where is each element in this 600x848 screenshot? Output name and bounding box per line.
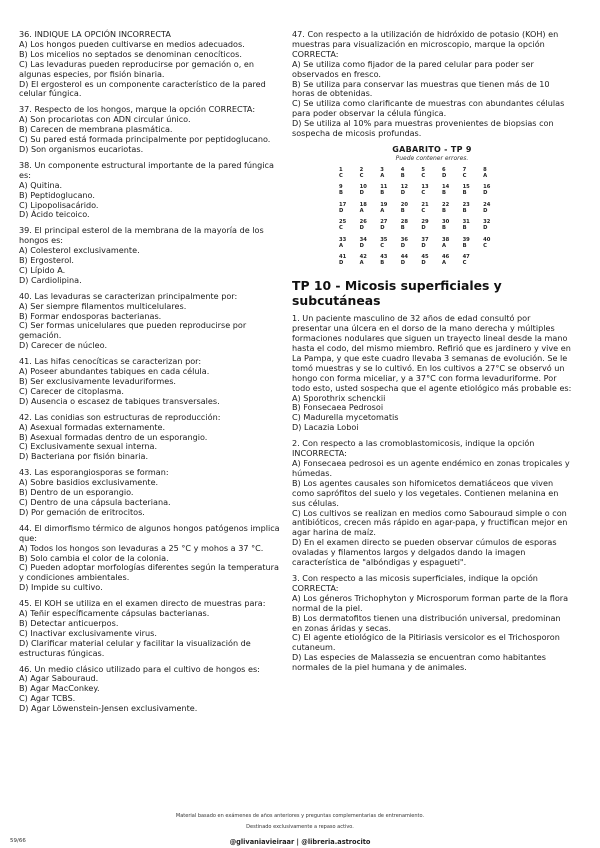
answer-key-letter: B xyxy=(441,207,446,214)
answer-key-cell xyxy=(442,254,463,271)
answer-key-number: 39 xyxy=(462,236,470,243)
answer-key-cell xyxy=(463,184,484,201)
answer-key-number: 30 xyxy=(441,219,450,226)
answer-key-letter: D xyxy=(359,190,364,197)
answer-key-letter: B xyxy=(462,207,467,214)
answer-key-number: 20 xyxy=(400,201,409,208)
answer-option: C) Se utiliza como clarificante de muestras con abundantes células para poder observar la célula fúngica. xyxy=(292,98,565,119)
tp10-question-2 xyxy=(292,439,572,568)
answer-key-number: 1 xyxy=(339,166,343,173)
answer-key-title: GABARITO - TP 9 xyxy=(392,144,472,154)
answer-key-letter: D xyxy=(339,259,344,266)
answer-option: C) Su pared está formada principalmente por peptidoglucano. xyxy=(19,134,271,145)
answer-option: A) Los hongos pueden cultivarse en medios adecuados. xyxy=(19,38,245,49)
answer-key-cell xyxy=(483,184,504,201)
answer-key-letter: D xyxy=(400,242,406,249)
answer-key-cell xyxy=(380,254,401,271)
answer-option: B) Solo cambia el color de la colonia. xyxy=(19,552,169,563)
answer-option: A) Asexual formadas externamente. xyxy=(19,421,166,432)
answer-key-cell xyxy=(463,167,484,184)
answer-key-number: 43 xyxy=(380,253,388,260)
answer-option: B) Dentro de un esporangio. xyxy=(19,487,134,498)
question-stem: 37. Respecto de los hongos, marque la opción CORRECTA: xyxy=(19,104,256,115)
answer-key-cell xyxy=(421,219,442,236)
answer-key-number: 32 xyxy=(483,219,491,226)
answer-key-letter: B xyxy=(400,172,405,179)
answer-option: D) Clarificar material celular y facilitar la visualización de estructuras fúngicas. xyxy=(19,637,251,658)
answer-key-cell xyxy=(421,167,442,184)
answer-key-letter: C xyxy=(462,259,467,266)
answer-key-cell xyxy=(401,237,422,254)
answer-key-number: 38 xyxy=(441,236,450,243)
answer-option: A) Se utiliza como fijador de la pared celular para poder ser observados en fresco. xyxy=(292,58,534,79)
answer-key-letter: D xyxy=(400,259,406,266)
question-39 xyxy=(19,226,281,285)
answer-key-cell xyxy=(360,237,381,254)
answer-option: C) Lípido A. xyxy=(19,264,66,275)
answer-key-number: 4 xyxy=(400,166,405,173)
answer-key-cell xyxy=(360,184,381,201)
answer-key-letter: B xyxy=(462,225,467,232)
question-stem: 41. Las hifas cenocíticas se caracterizan por: xyxy=(19,356,202,367)
answer-option: D) Se utiliza al 10% para muestras provenientes de biopsias con sospecha de micosis profundas. xyxy=(292,118,554,139)
answer-option: C) Exclusivamente sexual interna. xyxy=(19,441,158,452)
answer-key xyxy=(292,145,572,271)
answer-key-cell xyxy=(421,184,442,201)
answer-option: D) Carecer de núcleo. xyxy=(19,340,108,351)
answer-key-letter: D xyxy=(380,225,385,232)
question-40 xyxy=(19,292,281,351)
answer-key-letter: B xyxy=(400,225,405,232)
answer-key-letter: D xyxy=(483,190,488,197)
answer-key-number: 21 xyxy=(421,201,429,208)
answer-key-number: 24 xyxy=(483,201,491,208)
answer-key-letter: A xyxy=(339,242,344,249)
answer-option: C) Inactivar exclusivamente virus. xyxy=(19,627,157,638)
answer-option: D) Lacazia Loboi xyxy=(292,422,359,433)
answer-key-number: 12 xyxy=(400,184,409,191)
answer-key-cell xyxy=(380,202,401,219)
answer-key-number: 3 xyxy=(380,166,384,173)
answer-key-cell xyxy=(339,202,360,219)
answer-option: B) Los micelios no septados se denominan cenocíticos. xyxy=(19,48,242,59)
answer-option: A) Colesterol exclusivamente. xyxy=(19,245,140,256)
answer-option: D) En el examen directo se pueden observar cúmulos de esporas ovaladas y filamentos largos y delgados dando la imagen característica de "albóndigas y espagueti". xyxy=(292,537,557,568)
answer-key-cell xyxy=(421,202,442,219)
answer-key-number: 10 xyxy=(359,184,367,191)
answer-option: C) Carecer de citoplasma. xyxy=(19,385,124,396)
question-47 xyxy=(292,30,572,139)
tp10-question-3 xyxy=(292,574,572,673)
answer-option: B) Los agentes causales son hifomicetos dematiáceos que viven como saprófitos del suelo y los vegetales. Contienen melanina en sus células. xyxy=(292,477,559,508)
answer-key-letter: B xyxy=(441,225,446,232)
answer-option: B) Formar endosporas bacterianas. xyxy=(19,310,162,321)
answer-option: A) Fonsecaea pedrosoi es un agente endémico en zonas tropicales y húmedas. xyxy=(292,458,570,478)
answer-key-letter: B xyxy=(339,190,343,197)
answer-option: C) Dentro de una cápsula bacteriana. xyxy=(19,496,171,507)
answer-key-letter: D xyxy=(441,172,447,179)
answer-key-number: 35 xyxy=(380,236,388,243)
answer-key-letter: B xyxy=(462,242,467,249)
answer-key-cell xyxy=(483,167,504,184)
answer-key-letter: D xyxy=(421,225,426,232)
answer-option: B) Peptidoglucano. xyxy=(19,189,95,200)
answer-option: B) Carecen de membrana plasmática. xyxy=(19,124,173,135)
section-title: TP 10 - Micosis superficiales y subcutáneas xyxy=(292,278,502,308)
answer-key-number: 25 xyxy=(339,219,347,226)
answer-option: B) Ser exclusivamente levaduriformes. xyxy=(19,376,177,386)
answer-key-letter: C xyxy=(421,190,426,197)
answer-key-number: 11 xyxy=(380,184,388,191)
answer-key-cell xyxy=(442,167,463,184)
answer-option: B) Asexual formadas dentro de un esporangio. xyxy=(19,431,208,442)
answer-option: B) Fonsecaea Pedrosoi xyxy=(292,402,384,413)
question-37 xyxy=(19,105,281,155)
answer-key-letter: B xyxy=(380,259,385,266)
answer-key-number: 28 xyxy=(400,219,409,226)
answer-key-letter: A xyxy=(441,259,446,266)
question-stem: 42. Las conidias son estructuras de reproducción: xyxy=(19,411,221,422)
answer-key-letter: A xyxy=(483,172,488,179)
answer-option: B) Agar MacConkey. xyxy=(19,683,100,694)
answer-key-letter: D xyxy=(400,190,406,197)
answer-key-letter: D xyxy=(421,259,426,266)
answer-key-number: 9 xyxy=(339,184,343,191)
answer-option: B) Ergosterol. xyxy=(19,255,74,266)
answer-option: C) Las levaduras pueden reproducirse por gemación o, en algunas especies, por fisión binaria. xyxy=(19,58,254,79)
question-stem: 44. El dimorfismo térmico de algunos hongos patógenos implica que: xyxy=(19,522,280,543)
question-stem: 43. Las esporangiosporas se forman: xyxy=(19,467,169,478)
answer-option: C) Agar TCBS. xyxy=(19,693,76,704)
answer-key-number: 44 xyxy=(400,253,409,260)
answer-option: D) Bacteriana por fisión binaria. xyxy=(19,451,149,462)
answer-option: A) Sobre basidios exclusivamente. xyxy=(19,477,159,488)
answer-key-number: 47 xyxy=(462,253,470,260)
answer-key-number: 34 xyxy=(359,236,367,243)
answer-key-letter: C xyxy=(462,172,467,179)
answer-key-number: 13 xyxy=(421,184,429,191)
answer-option: D) Agar Löwenstein-Jensen exclusivamente. xyxy=(19,703,198,714)
answer-key-letter: C xyxy=(339,172,343,179)
answer-key-cell xyxy=(483,202,504,219)
answer-key-number: 45 xyxy=(421,253,429,260)
answer-key-letter: D xyxy=(483,225,488,232)
answer-key-letter: C xyxy=(421,207,426,214)
question-stem: 2. Con respecto a las cromoblastomicosis, indique la opción INCORRECTA: xyxy=(292,438,535,459)
answer-key-letter: D xyxy=(339,207,344,214)
answer-key-cell xyxy=(360,202,381,219)
tp10-question-1 xyxy=(292,314,572,433)
question-stem: 39. El principal esterol de la membrana de la mayoría de los hongos es: xyxy=(19,225,264,246)
answer-key-number: 7 xyxy=(462,166,467,173)
answer-key-letter: B xyxy=(400,207,405,214)
question-stem: 40. Las levaduras se caracterizan principalmente por: xyxy=(19,290,238,301)
answer-key-number: 46 xyxy=(441,253,450,260)
footer-note-2: Destinado exclusivamente a repaso activo. xyxy=(246,824,354,830)
answer-key-number: 5 xyxy=(421,166,425,173)
answer-key-cell xyxy=(380,167,401,184)
answer-key-letter: B xyxy=(380,190,385,197)
answer-option: A) Son procariotas con ADN circular único. xyxy=(19,114,191,125)
footer-social: @glivaniavieiraar | @libreria.astrocito xyxy=(229,838,371,846)
answer-key-letter: B xyxy=(441,190,446,197)
answer-key-letter: D xyxy=(483,207,488,214)
answer-key-cell xyxy=(360,167,381,184)
answer-option: D) Las especies de Malassezia se encuentran como habitantes normales de la piel humana y de animales. xyxy=(292,652,546,673)
answer-key-grid xyxy=(339,167,572,271)
answer-key-letter: C xyxy=(359,172,364,179)
answer-key-letter: A xyxy=(359,259,364,266)
answer-key-cell xyxy=(339,219,360,236)
answer-key-letter: D xyxy=(359,225,364,232)
answer-option: C) Pueden adoptar morfologías diferentes según la temperatura y condiciones ambientales. xyxy=(19,562,279,583)
right-column xyxy=(292,30,572,679)
question-stem: 1. Un paciente masculino de 32 años de edad consultó por presentar una úlcera en el dorso de la mano derecha y múltiples formaciones nodulares que siguen un trayecto lineal desde la mano hasta el codo, del mismo miembro. Refirió que es jardinero y vive en La Pampa, y que este cuadro llevaba 3 semanas de evolución. Se le tomó muestras y se lo cultivó. En los cultivos a 27°C se observó un hongo con forma miceliar, y a 37°C con forma levaduriforme. Por todo esto, usted sospecha que el agente etiológico más probable es: xyxy=(292,313,572,393)
answer-key-number: 2 xyxy=(359,166,364,173)
answer-key-number: 26 xyxy=(359,219,367,226)
answer-key-number: 36 xyxy=(400,236,409,243)
answer-key-number: 23 xyxy=(462,201,470,208)
answer-option: C) El agente etiológico de la Pitiriasis versicolor es el Trichosporon cutaneum. xyxy=(292,632,560,653)
answer-key-cell xyxy=(463,237,484,254)
question-stem: 38. Un componente estructural importante de la pared fúngica es: xyxy=(19,159,274,180)
answer-key-cell xyxy=(339,184,360,201)
question-46 xyxy=(19,665,281,715)
question-stem: 36. INDIQUE LA OPCIÓN INCORRECTA xyxy=(19,29,171,39)
answer-option: A) Los géneros Trichophyton y Microsporum forman parte de la flora normal de la piel. xyxy=(292,592,569,613)
answer-key-cell xyxy=(401,254,422,271)
answer-key-cell xyxy=(421,254,442,271)
answer-key-letter: D xyxy=(359,242,364,249)
answer-key-cell xyxy=(401,219,422,236)
answer-option: B) Los dermatofitos tienen una distribución universal, predominan en zonas áridas y secas. xyxy=(292,612,561,633)
answer-key-number: 15 xyxy=(462,184,470,191)
answer-key-cell xyxy=(483,219,504,236)
answer-key-letter: C xyxy=(380,242,384,249)
answer-option: D) Ácido teicoico. xyxy=(19,209,90,220)
answer-key-number: 29 xyxy=(421,219,429,226)
answer-key-cell xyxy=(442,184,463,201)
question-41 xyxy=(19,357,281,407)
answer-option: A) Todos los hongos son levaduras a 25 °C y mohos a 37 °C. xyxy=(19,542,264,553)
answer-option: A) Ser siempre filamentos multicelulares. xyxy=(19,300,187,311)
answer-option: A) Poseer abundantes tabiques en cada célula. xyxy=(19,366,210,377)
question-44 xyxy=(19,524,281,593)
answer-key-subtitle: Puede contener errores. xyxy=(395,154,469,162)
answer-option: D) Son organismos eucariotas. xyxy=(19,143,144,154)
answer-key-cell xyxy=(360,254,381,271)
answer-option: D) Impide su cultivo. xyxy=(19,582,103,593)
answer-key-cell xyxy=(442,237,463,254)
answer-key-number: 41 xyxy=(339,253,347,260)
answer-key-letter: B xyxy=(462,190,467,197)
answer-key-number: 33 xyxy=(339,236,347,243)
answer-key-letter: D xyxy=(421,242,426,249)
answer-option: A) Quitina. xyxy=(19,179,63,190)
answer-key-cell xyxy=(463,202,484,219)
answer-key-cell xyxy=(401,202,422,219)
answer-key-cell xyxy=(401,167,422,184)
answer-key-cell xyxy=(380,219,401,236)
answer-option: B) Se utiliza para conservar las muestras que tienen más de 10 horas de obtenidas. xyxy=(292,78,550,99)
question-36 xyxy=(19,30,281,99)
answer-key-cell xyxy=(442,219,463,236)
answer-key-letter: A xyxy=(441,242,446,249)
answer-option: D) Ausencia o escasez de tabiques transversales. xyxy=(19,395,220,406)
question-stem: 47. Con respecto a la utilización de hidróxido de potasio (KOH) en muestras para visualización en microscopio, marque la opción CORRECTA: xyxy=(292,29,559,59)
question-38 xyxy=(19,161,281,220)
question-43 xyxy=(19,468,281,518)
answer-option: A) Teñir específicamente cápsulas bacterianas. xyxy=(19,608,210,619)
tp10-questions xyxy=(292,314,572,673)
answer-option: C) Ser formas unicelulares que pueden reproducirse por gemación. xyxy=(19,320,247,341)
answer-option: A) Sporothrix schenckii xyxy=(292,392,386,403)
answer-key-cell xyxy=(360,219,381,236)
answer-key-number: 8 xyxy=(483,166,487,173)
answer-key-letter: A xyxy=(380,207,385,214)
answer-option: A) Agar Sabouraud. xyxy=(19,673,99,684)
answer-key-number: 19 xyxy=(380,201,388,208)
answer-key-number: 40 xyxy=(483,236,491,243)
answer-key-cell xyxy=(380,237,401,254)
question-42 xyxy=(19,413,281,463)
answer-key-number: 31 xyxy=(462,219,470,226)
question-stem: 45. El KOH se utiliza en el examen directo de muestras para: xyxy=(19,598,266,609)
answer-key-cell xyxy=(463,254,484,271)
left-column xyxy=(19,30,281,720)
question-stem: 46. Un medio clásico utilizado para el cultivo de hongos es: xyxy=(19,663,260,674)
answer-option: C) Lipopolisacárido. xyxy=(19,199,99,210)
answer-key-cell xyxy=(339,254,360,271)
answer-option: D) Por gemación de eritrocitos. xyxy=(19,506,145,517)
answer-key-letter: C xyxy=(483,242,487,249)
answer-option: D) Cardiolipina. xyxy=(19,274,82,285)
page-number: 59/66 xyxy=(10,838,26,844)
footer-note: Material basado en exámenes de años anteriores y preguntas complementarias de entrenamiento. xyxy=(175,813,425,819)
answer-option: D) El ergosterol es un componente característico de la pared celular fúngica. xyxy=(19,78,266,99)
answer-key-number: 42 xyxy=(359,253,367,260)
answer-key-cell xyxy=(339,167,360,184)
answer-key-number: 18 xyxy=(359,201,367,208)
answer-key-number: 16 xyxy=(483,184,491,191)
answer-option: C) Los cultivos se realizan en medios como Sabouraud simple o con antibióticos, crecen más rápido en agar-papa, y fructifican mejor en agar harina de maíz. xyxy=(292,507,568,538)
answer-key-number: 14 xyxy=(441,184,450,191)
answer-key-cell xyxy=(380,184,401,201)
answer-key-cell xyxy=(421,237,442,254)
answer-key-cell xyxy=(442,202,463,219)
answer-key-letter: A xyxy=(380,172,385,179)
answer-option: B) Detectar anticuerpos. xyxy=(19,617,119,628)
answer-key-cell xyxy=(463,219,484,236)
answer-key-number: 6 xyxy=(441,166,446,173)
question-45 xyxy=(19,599,281,658)
answer-key-number: 27 xyxy=(380,219,388,226)
answer-key-letter: C xyxy=(339,225,343,232)
answer-key-letter: A xyxy=(359,207,364,214)
answer-key-letter: C xyxy=(421,172,426,179)
answer-key-number: 17 xyxy=(339,201,347,208)
answer-key-cell xyxy=(483,237,504,254)
answer-key-number: 22 xyxy=(441,201,450,208)
answer-key-cell xyxy=(339,237,360,254)
answer-key-cell xyxy=(401,184,422,201)
answer-option: C) Madurella mycetomatis xyxy=(292,412,399,423)
answer-key-number: 37 xyxy=(421,236,429,243)
question-stem: 3. Con respecto a las micosis superficiales, indique la opción CORRECTA: xyxy=(292,572,538,593)
